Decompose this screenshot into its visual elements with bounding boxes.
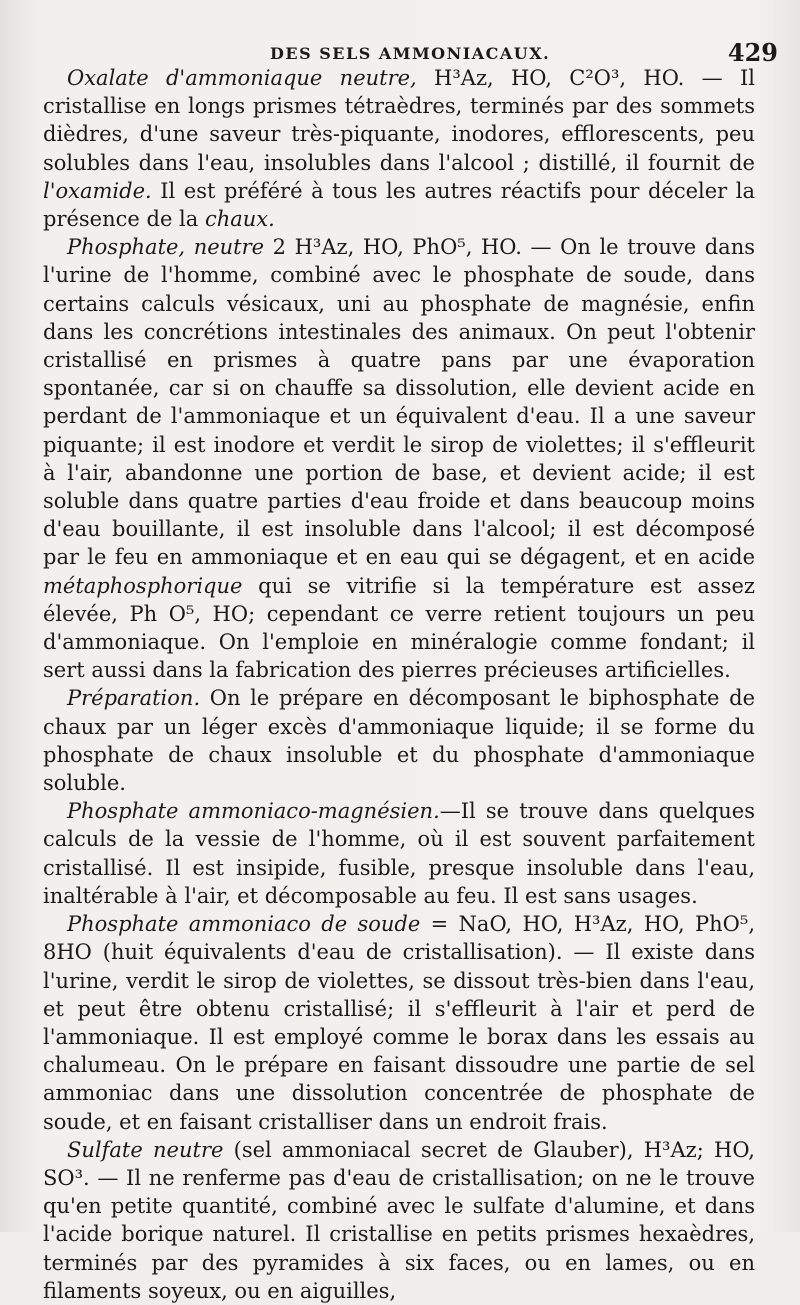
- paragraph-preparation: [43, 684, 755, 797]
- paragraph-text: Il est préféré à tous les autres réactifs pour déceler la présence de la: [43, 178, 755, 232]
- paragraph-phosphate-soude: [43, 910, 755, 1136]
- page-number: 429: [727, 38, 778, 67]
- body-text: [43, 64, 755, 1305]
- paragraph-sulfate: [43, 1136, 755, 1305]
- paragraph-text: (huit équivalents d'eau de cristallisation). — Il existe dans l'urine, verdit le sirop de violettes, se dissout très-bien dans l'eau, et peut être obtenu cristallisé; il s'effleurit à l'air et perd de l'ammoniaque. Il est employé comme le borax dans les essais au chalumeau. On le prépare en faisant dissoudre une partie de sel ammoniac dans une dissolution concentrée de phosphate de soude, et en faisant cristalliser dans un endroit frais.: [43, 940, 755, 1134]
- paragraph-text: qui se vitrifie si la température est assez élevée, Ph O⁵, HO; cependant ce verre retient toujours un peu d'ammoniaque. On l'emploie en minéralogie comme fondant; il sert aussi dans la fabrication des pierres précieuses artificielles.: [43, 573, 755, 683]
- paragraph-text: On le prépare en décomposant le biphosphate de chaux par un léger excès d'ammoniaque liquide; il se forme du phosphate de chaux insoluble et du phosphate d'ammoniaque soluble.: [43, 686, 755, 796]
- emphasis-term: chaux.: [204, 207, 275, 232]
- chemical-formula: = NaO, HO, H³Az, HO, PhO⁵, 8HO: [43, 912, 755, 965]
- paragraph-text: — Il cristallise en longs prismes tétraèdres, terminés par des sommets dièdres, d'une saveur très-piquante, inodores, efflorescents, peu solubles dans l'eau, insolubles dans l'alcool ; distillé, il fournit de: [43, 66, 755, 175]
- emphasis-term: l'oxamide.: [43, 178, 152, 203]
- paragraph-title: Sulfate neutre: [67, 1137, 224, 1162]
- paragraph-title: Préparation.: [67, 686, 201, 711]
- paragraph-text: — On le trouve dans l'urine de l'homme, combiné avec le phosphate de soude, dans certains calculs vésicaux, uni au phosphate de magnésie, enfin dans les concrétions intestinales des animaux. On peut l'obtenir cristallisé en prismes à quatre pans par une évaporation spontanée, car si on chauffe sa dissolution, elle devient acide en perdant de l'ammoniaque et un équivalent d'eau. Il a une saveur piquante; il est inodore et verdit le sirop de violettes; il s'effleurit à l'air, abandonne une portion de base, et devient acide; il est soluble dans quatre parties d'eau froide et dans beaucoup moins d'eau bouillante, il est insoluble dans l'alcool; il est décomposé par le feu en ammoniaque et en eau qui se dégagent, et en acide: [43, 235, 755, 570]
- paragraph-title: Oxalate d'ammoniaque neutre,: [67, 66, 417, 90]
- paragraph-title: Phosphate, neutre: [67, 235, 265, 260]
- paragraph-phosphate-neutre: [43, 233, 755, 684]
- paragraph-phosphate-magnesien: [43, 797, 755, 910]
- chemical-formula: H³Az, HO, C²O³, HO.: [416, 66, 685, 90]
- paragraph-text: — Il ne renferme pas d'eau de cristallisation; on ne le trouve qu'en petite quantité, combiné avec le sulfate d'alumine, et dans l'acide borique naturel. Il cristallise en petits prismes hexaèdres, terminés par des pyramides à six faces, ou en lames, ou en filaments soyeux, ou en aiguilles,: [43, 1165, 755, 1303]
- running-head: DES SELS AMMONIACAUX.: [270, 44, 551, 63]
- paragraph-oxalate: [43, 64, 755, 233]
- paragraph-text: —Il se trouve dans quelques calculs de la vessie de l'homme, où il est souvent parfaitement cristallisé. Il est insipide, fusible, presque insoluble dans l'eau, inaltérable à l'air, et décomposable au feu. Il est sans usages.: [43, 799, 755, 908]
- emphasis-term: métaphosphorique: [43, 573, 243, 598]
- chemical-formula: (sel ammoniacal secret de Glauber), H³Az; HO, SO³.: [43, 1137, 755, 1190]
- paragraph-title: Phosphate ammoniaco-magnésien.: [67, 799, 440, 824]
- chemical-formula: 2 H³Az, HO, PhO⁵, HO.: [264, 235, 522, 260]
- paragraph-title: Phosphate ammoniaco de soude: [67, 912, 421, 937]
